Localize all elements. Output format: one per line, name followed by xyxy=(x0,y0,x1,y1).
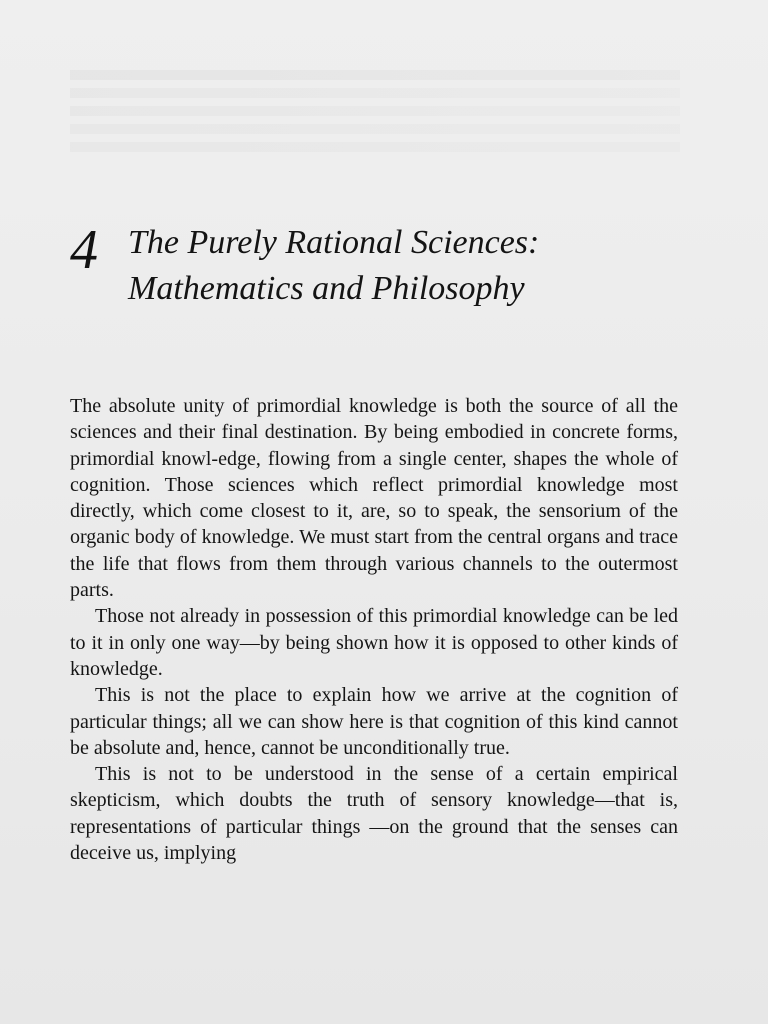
paragraph-3: This is not the place to explain how we arrive at the cognition of particular things; all we can show here is that cognition of this kind cannot be absolute and, hence, cannot be unconditionally true. xyxy=(70,684,678,759)
paragraph-4: This is not to be understood in the sense of a certain empirical skepticism, which doubts the truth of sensory knowledge—that is, representations of particular things —on the ground that the senses can deceive us, implying xyxy=(70,763,678,865)
chapter-title-line-2: Mathematics and Philosophy xyxy=(128,270,525,307)
paragraph-1: The absolute unity of primordial knowledge is both the source of all the sciences and their final destination. By being embodied in concrete forms, primordial knowl-edge, flowing from a single center, shapes the whole of cognition. Those sciences which reflect primordial knowledge most directly, which come closest to it, are, so to speak, the sensorium of the organic body of knowledge. We must start from the central organs and trace the life that flows from them through various channels to the outermost parts. xyxy=(70,395,678,602)
chapter-title xyxy=(128,220,539,312)
paragraph-2: Those not already in possession of this primordial knowledge can be led to it in only one way—by being shown how it is opposed to other kinds of knowledge. xyxy=(70,605,678,680)
chapter-number: 4 xyxy=(70,219,98,281)
chapter-heading xyxy=(70,216,710,326)
reverse-side-bleed-header xyxy=(0,0,768,52)
body-text xyxy=(70,393,678,866)
chapter-title-line-1: The Purely Rational Sciences: xyxy=(128,224,540,261)
